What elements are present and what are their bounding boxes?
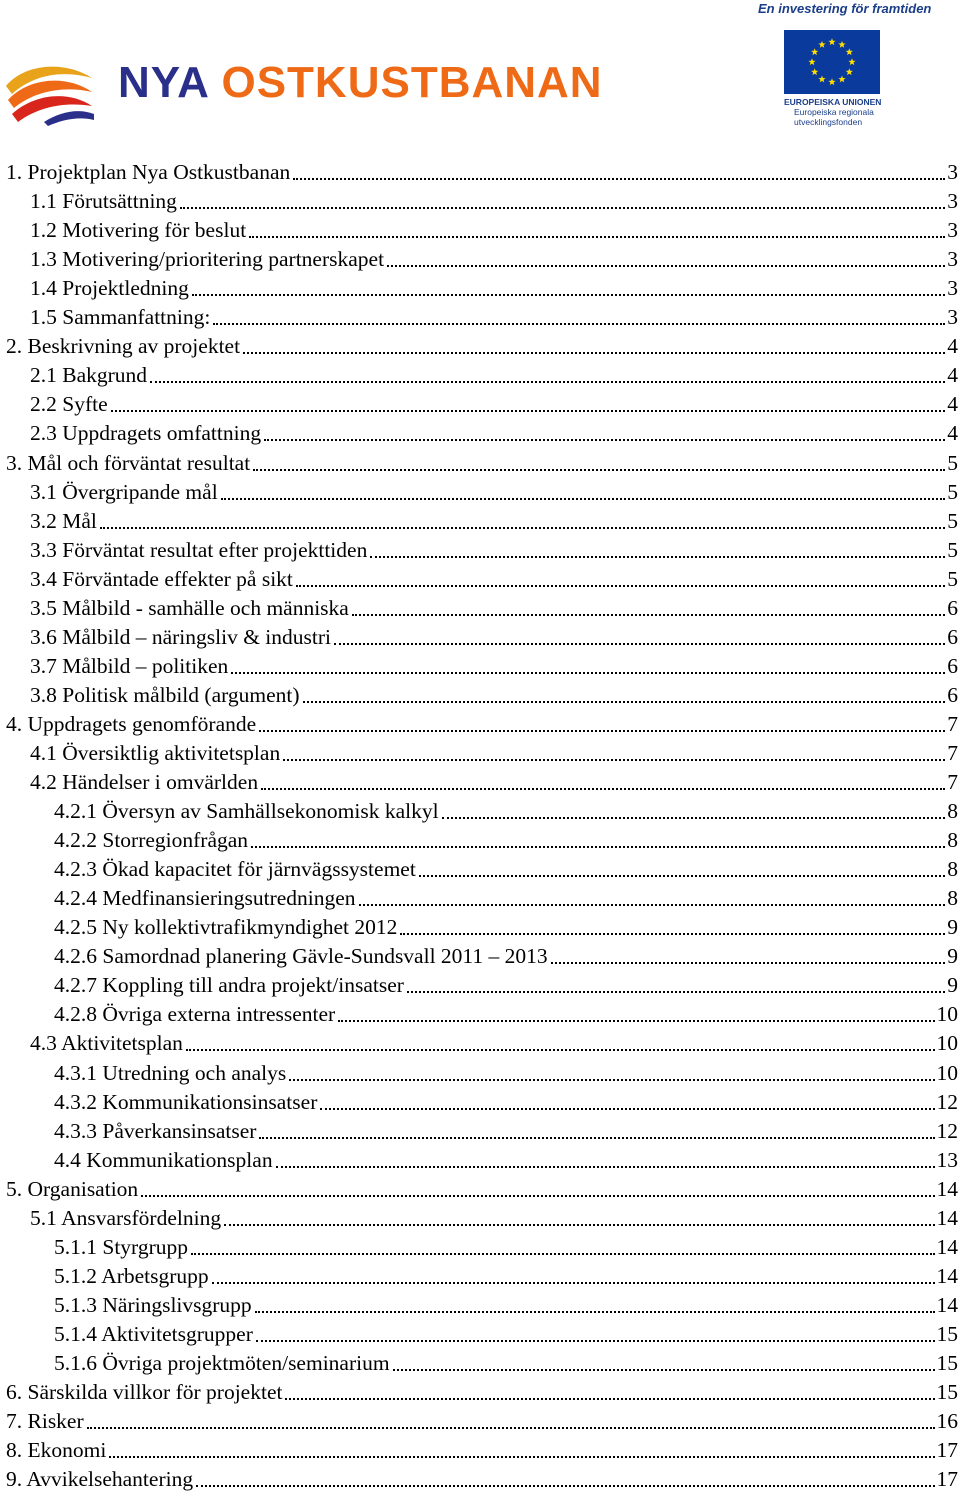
toc-entry-title[interactable]: 4.3.3 Påverkansinsatser [54, 1118, 257, 1143]
toc-dot-leader [303, 701, 946, 703]
toc-entry-title[interactable]: 5.1.6 Övriga projektmöten/seminarium [54, 1350, 390, 1375]
toc-entry-title[interactable]: 3.3 Förväntat resultat efter projekttiden [30, 537, 368, 562]
toc-entry[interactable] [0, 679, 960, 708]
toc-entry-title[interactable]: 5.1.1 Styrgrupp [54, 1234, 188, 1259]
toc-dot-leader [141, 1195, 934, 1197]
toc-entry-title[interactable]: 4.2.7 Koppling till andra projekt/insatser [54, 973, 404, 998]
toc-entry-title[interactable]: 2.3 Uppdragets omfattning [30, 421, 262, 446]
toc-entry[interactable] [0, 1173, 960, 1202]
toc-entry-page[interactable]: 4 [947, 363, 958, 388]
toc-entry-title[interactable]: 3.8 Politisk målbild (argument) [30, 682, 300, 707]
toc-entry-page[interactable]: 10 [936, 1031, 958, 1056]
toc-entry-page[interactable]: 15 [936, 1380, 958, 1405]
toc-dot-leader [419, 875, 945, 877]
toc-entry-page[interactable]: 8 [947, 799, 958, 824]
toc-entry[interactable] [0, 882, 960, 911]
toc-entry[interactable] [0, 1289, 960, 1318]
toc-entry[interactable] [0, 795, 960, 824]
toc-entry-title[interactable]: 4.2.2 Storregionfrågan [54, 828, 249, 853]
toc-entry-page[interactable]: 15 [936, 1321, 958, 1346]
toc-entry[interactable] [0, 1086, 960, 1115]
eu-line-1: EUROPEISKA UNIONEN [784, 97, 882, 107]
toc-entry[interactable] [0, 1144, 960, 1173]
toc-dot-leader [111, 410, 946, 412]
toc-dot-leader [221, 498, 946, 500]
toc-entry[interactable] [0, 766, 960, 795]
eu-funding-label [784, 97, 881, 127]
toc-entry-title[interactable]: 8. Ekonomi [6, 1438, 107, 1463]
toc-entry-page[interactable]: 14 [936, 1263, 958, 1288]
toc-entry-page[interactable]: 7 [947, 770, 958, 795]
toc-entry-page[interactable]: 15 [936, 1350, 958, 1375]
toc-entry-title[interactable]: 4.2.1 Översyn av Samhällsekonomisk kalkyl [54, 799, 439, 824]
toc-dot-leader [338, 1020, 934, 1022]
toc-dot-leader [224, 1224, 934, 1226]
toc-entry-title[interactable]: 5.1.4 Aktivitetsgrupper [54, 1321, 253, 1346]
toc-entry-title[interactable]: 3.2 Mål [30, 508, 97, 533]
toc-entry-page[interactable]: 6 [947, 595, 958, 620]
toc-entry-title[interactable]: 5.1.2 Arbetsgrupp [54, 1263, 209, 1288]
toc-dot-leader [370, 556, 945, 558]
brand-logo-text [118, 58, 603, 108]
toc-entry[interactable] [0, 243, 960, 272]
toc-entry-title[interactable]: 4. Uppdragets genomförande [6, 711, 257, 736]
toc-dot-leader [442, 817, 946, 819]
toc-entry[interactable] [0, 998, 960, 1027]
toc-dot-leader [259, 730, 945, 732]
toc-dot-leader [359, 904, 946, 906]
toc-dot-leader [334, 643, 945, 645]
toc-entry[interactable] [0, 1463, 960, 1492]
toc-dot-leader [249, 236, 945, 238]
toc-entry[interactable] [0, 853, 960, 882]
toc-entry-title[interactable]: 3.7 Målbild – politiken [30, 653, 229, 678]
toc-dot-leader [320, 1108, 934, 1110]
toc-dot-leader [192, 294, 945, 296]
toc-entry[interactable] [0, 185, 960, 214]
toc-entry[interactable] [0, 1376, 960, 1405]
toc-entry[interactable] [0, 505, 960, 534]
toc-entry-page[interactable]: 10 [936, 1060, 958, 1085]
toc-entry[interactable] [0, 1405, 960, 1434]
toc-dot-leader [276, 1166, 935, 1168]
toc-entry[interactable] [0, 388, 960, 417]
toc-dot-leader [87, 1427, 935, 1429]
toc-dot-leader [243, 352, 945, 354]
eu-line-2: Europeiska regionala [794, 107, 874, 117]
toc-entry[interactable] [0, 476, 960, 505]
toc-entry-title[interactable]: 6. Särskilda villkor för projektet [6, 1380, 283, 1405]
logo-word-ostkustbanan: OSTKUSTBANAN [221, 58, 603, 107]
toc-dot-leader [293, 178, 945, 180]
eu-line-3: utvecklingsfonden [794, 117, 863, 127]
toc-entry-title[interactable]: 1. Projektplan Nya Ostkustbanan [6, 160, 291, 185]
toc-entry[interactable] [0, 534, 960, 563]
toc-entry[interactable] [0, 969, 960, 998]
toc-entry[interactable] [0, 214, 960, 243]
toc-entry-page[interactable]: 5 [947, 508, 958, 533]
toc-entry-title[interactable]: 7. Risker [6, 1409, 84, 1434]
page-header [0, 0, 960, 150]
toc-entry-page[interactable]: 3 [947, 247, 958, 272]
toc-dot-leader [212, 1282, 935, 1284]
toc-entry-page[interactable]: 14 [936, 1292, 958, 1317]
toc-entry-title[interactable]: 3. Mål och förväntat resultat [6, 450, 251, 475]
toc-dot-leader [150, 381, 945, 383]
toc-dot-leader [264, 439, 945, 441]
toc-entry[interactable] [0, 1027, 960, 1056]
toc-entry[interactable] [0, 272, 960, 301]
toc-entry[interactable] [0, 940, 960, 969]
toc-entry-title[interactable]: 1.3 Motivering/prioritering partnerskapet [30, 247, 385, 272]
toc-entry[interactable] [0, 1115, 960, 1144]
toc-dot-leader [352, 614, 945, 616]
toc-entry-page[interactable]: 14 [936, 1205, 958, 1230]
toc-entry[interactable] [0, 563, 960, 592]
toc-entry-page[interactable]: 9 [947, 973, 958, 998]
toc-entry-title[interactable]: 2.1 Bakgrund [30, 363, 148, 388]
toc-dot-leader [400, 933, 945, 935]
toc-entry-page[interactable]: 14 [936, 1176, 958, 1201]
toc-entry-page[interactable]: 4 [947, 421, 958, 446]
toc-entry-title[interactable]: 5.1.3 Näringslivsgrupp [54, 1292, 252, 1317]
toc-entry-title[interactable]: 1.5 Sammanfattning: [30, 305, 211, 330]
toc-entry-title[interactable]: 4.3.2 Kommunikationsinsatser [54, 1089, 318, 1114]
toc-dot-leader [186, 1049, 935, 1051]
toc-entry-page[interactable]: 10 [936, 1002, 958, 1027]
toc-entry-page[interactable]: 13 [936, 1147, 958, 1172]
toc-entry-page[interactable]: 16 [936, 1409, 958, 1434]
toc-entry-page[interactable]: 6 [947, 682, 958, 707]
toc-entry-title[interactable]: 4.2 Händelser i omvärlden [30, 770, 259, 795]
toc-entry-page[interactable]: 7 [947, 740, 958, 765]
toc-entry-title[interactable]: 1.2 Motivering för beslut [30, 218, 247, 243]
toc-entry-title[interactable]: 2.2 Syfte [30, 392, 108, 417]
toc-entry-page[interactable]: 17 [936, 1467, 958, 1492]
toc-entry-page[interactable]: 12 [936, 1089, 958, 1114]
toc-entry-page[interactable]: 3 [947, 160, 958, 185]
toc-entry[interactable] [0, 1260, 960, 1289]
toc-dot-leader [551, 962, 946, 964]
toc-entry[interactable] [0, 156, 960, 185]
toc-dot-leader [109, 1456, 934, 1458]
toc-entry-page[interactable]: 3 [947, 189, 958, 214]
toc-entry-page[interactable]: 14 [936, 1234, 958, 1259]
toc-entry-title[interactable]: 4.2.3 Ökad kapacitet för järnvägssystemet [54, 857, 416, 882]
toc-entry-title[interactable]: 4.2.8 Övriga externa intressenter [54, 1002, 336, 1027]
toc-entry-title[interactable]: 3.1 Övergripande mål [30, 479, 218, 504]
toc-entry[interactable] [0, 737, 960, 766]
toc-entry-page[interactable]: 5 [947, 537, 958, 562]
toc-entry-page[interactable]: 6 [947, 624, 958, 649]
toc-entry[interactable] [0, 359, 960, 388]
toc-entry[interactable] [0, 708, 960, 737]
toc-entry[interactable] [0, 592, 960, 621]
toc-dot-leader [255, 1311, 935, 1313]
toc-dot-leader [100, 527, 945, 529]
toc-entry[interactable] [0, 824, 960, 853]
toc-entry-page[interactable]: 9 [947, 915, 958, 940]
toc-entry-title[interactable]: 5.1 Ansvarsfördelning [30, 1205, 222, 1230]
toc-entry-title[interactable]: 3.5 Målbild - samhälle och människa [30, 595, 349, 620]
toc-dot-leader [285, 1398, 934, 1400]
toc-entry[interactable] [0, 301, 960, 330]
nya-ostkustbanan-logo-icon [4, 56, 96, 128]
toc-entry-page[interactable]: 3 [947, 218, 958, 243]
toc-entry-page[interactable]: 17 [936, 1438, 958, 1463]
toc-entry[interactable] [0, 330, 960, 359]
toc-dot-leader [407, 991, 945, 993]
toc-dot-leader [296, 585, 945, 587]
toc-entry-page[interactable]: 6 [947, 653, 958, 678]
toc-entry-title[interactable]: 3.6 Målbild – näringsliv & industri [30, 624, 331, 649]
toc-entry-page[interactable]: 5 [947, 450, 958, 475]
toc-entry-title[interactable]: 4.3.1 Utredning och analys [54, 1060, 287, 1085]
toc-entry[interactable] [0, 650, 960, 679]
toc-dot-leader [261, 788, 945, 790]
toc-entry-title[interactable]: 1.1 Förutsättning [30, 189, 177, 214]
toc-dot-leader [289, 1079, 934, 1081]
toc-dot-leader [259, 1137, 934, 1139]
toc-entry-title[interactable]: 4.3 Aktivitetsplan [30, 1031, 183, 1056]
toc-dot-leader [251, 846, 945, 848]
toc-entry[interactable] [0, 1056, 960, 1085]
toc-entry-page[interactable]: 9 [947, 944, 958, 969]
toc-entry-title[interactable]: 3.4 Förväntade effekter på sikt [30, 566, 293, 591]
toc-entry[interactable] [0, 1347, 960, 1376]
toc-dot-leader [213, 323, 945, 325]
toc-dot-leader [393, 1369, 935, 1371]
toc-dot-leader [191, 1253, 935, 1255]
toc-entry-title[interactable]: 4.2.4 Medfinansieringsutredningen [54, 886, 356, 911]
toc-entry-title[interactable]: 5. Organisation [6, 1176, 139, 1201]
toc-entry-page[interactable]: 3 [947, 305, 958, 330]
toc-entry[interactable] [0, 446, 960, 475]
toc-entry-title[interactable]: 4.4 Kommunikationsplan [54, 1147, 273, 1172]
toc-entry[interactable] [0, 1434, 960, 1463]
toc-entry-title[interactable]: 4.1 Översiktlig aktivitetsplan [30, 740, 281, 765]
toc-entry-page[interactable]: 8 [947, 886, 958, 911]
toc-entry[interactable] [0, 1318, 960, 1347]
toc-entry-page[interactable]: 8 [947, 857, 958, 882]
toc-entry[interactable] [0, 911, 960, 940]
toc-dot-leader [231, 672, 945, 674]
toc-entry-title[interactable]: 1.4 Projektledning [30, 276, 189, 301]
toc-entry-page[interactable]: 5 [947, 479, 958, 504]
toc-entry[interactable] [0, 1202, 960, 1231]
toc-dot-leader [253, 469, 945, 471]
toc-dot-leader [256, 1340, 935, 1342]
tagline: En investering för framtiden [758, 1, 932, 16]
toc-entry-page[interactable]: 3 [947, 276, 958, 301]
toc-entry-page[interactable]: 8 [947, 828, 958, 853]
toc-entry-title[interactable]: 4.2.6 Samordnad planering Gävle-Sundsvall 2011 – 2013 [54, 944, 548, 969]
toc-entry[interactable] [0, 1231, 960, 1260]
toc-dot-leader [283, 759, 945, 761]
toc-entry-page[interactable]: 12 [936, 1118, 958, 1143]
toc-entry-page[interactable]: 7 [947, 711, 958, 736]
toc-entry-title[interactable]: 2. Beskrivning av projektet [6, 334, 241, 359]
toc-entry-title[interactable]: 9. Avvikelsehantering [6, 1467, 194, 1492]
logo-word-nya: NYA [118, 58, 209, 107]
toc-entry[interactable] [0, 621, 960, 650]
toc-entry-title[interactable]: 4.2.5 Ny kollektivtrafikmyndighet 2012 [54, 915, 398, 940]
toc-dot-leader [196, 1485, 934, 1487]
table-of-contents [0, 156, 960, 1492]
toc-entry-page[interactable]: 5 [947, 566, 958, 591]
toc-dot-leader [180, 207, 945, 209]
toc-entry-page[interactable]: 4 [947, 334, 958, 359]
toc-entry[interactable] [0, 417, 960, 446]
eu-flag-icon [784, 30, 880, 94]
toc-dot-leader [387, 265, 945, 267]
toc-entry-page[interactable]: 4 [947, 392, 958, 417]
